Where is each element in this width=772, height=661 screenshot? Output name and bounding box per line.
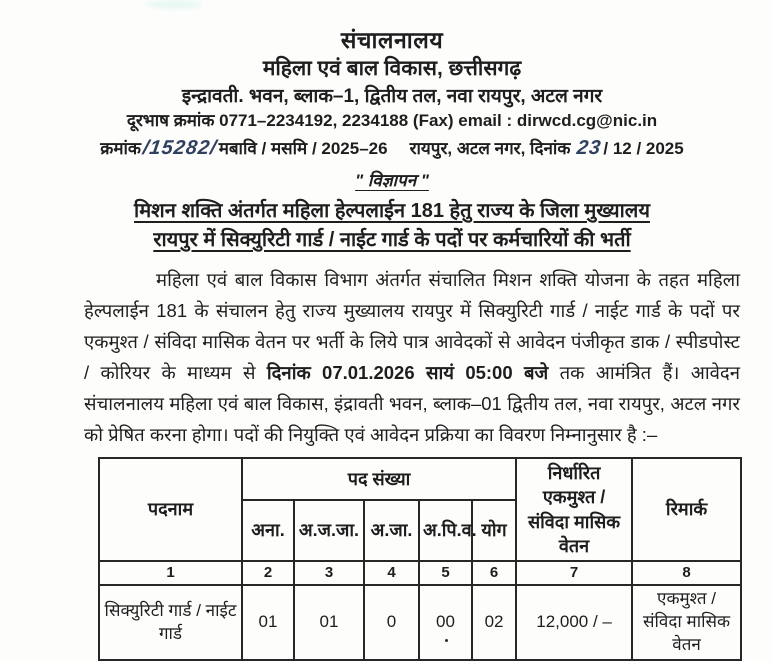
paragraph-part1: महिला एवं बाल विकास विभाग अंतर्गत संचालित मिशन शक्ति योजना के तहत महिला हेल्पलाईन 181 के संचालन हेतु राज्य मुख्यालय रायपुर में सिक्युरिटी गार्ड / नाईट गार्ड के पदों पर एकमुश्त / संविदा मासिक वेतन पर भर्ती के लिये पात्र आवेदकों से आवेदन पंजीकृत डाक / स्पीडपोस्ट / कोरियर के माध्यम से bbox=[84, 268, 740, 383]
col-header-general: अना. bbox=[242, 500, 294, 561]
col-header-total: योग bbox=[472, 500, 516, 561]
table-header-row-1 bbox=[99, 458, 741, 500]
notice-body-paragraph bbox=[84, 264, 740, 450]
contact-line: दूरभाष क्रमांक 0771–2234192, 2234188 (Fax) email : dirwcd.cg@nic.in bbox=[126, 110, 658, 130]
org-name: संचालनालय bbox=[340, 27, 444, 53]
cell-total-count: 02 bbox=[472, 585, 516, 660]
col-index-3: 3 bbox=[294, 561, 364, 585]
col-index-5: 5 bbox=[419, 561, 472, 585]
ref-prefix: क्रमांक bbox=[100, 138, 141, 158]
col-header-post-name: पदनाम bbox=[99, 458, 242, 561]
col-header-posts-group: पद संख्या bbox=[242, 458, 516, 500]
notice-title-line1: मिशन शक्ति अंतर्गत महिला हेल्पलाईन 181 हेतु राज्य के जिला मुख्यालय bbox=[134, 199, 650, 222]
place-date-prefix: रायपुर, अटल नगर, दिनांक bbox=[409, 138, 571, 158]
ref-suffix: मबावि / मसमि / 2025–26 bbox=[218, 138, 388, 158]
date-rest: / 12 / 2025 bbox=[603, 138, 684, 158]
col-header-st: अ.ज.जा. bbox=[294, 500, 364, 561]
col-index-6: 6 bbox=[472, 561, 516, 585]
cell-obc-count: 00 bbox=[419, 585, 472, 660]
col-index-7: 7 bbox=[516, 561, 632, 585]
notice-title-line2: रायपुर में सिक्युरिटी गार्ड / नाईट गार्ड के पदों पर कर्मचारियों की भर्ती bbox=[153, 228, 631, 251]
date-day-handwritten: 23 bbox=[575, 136, 603, 159]
col-header-obc: अ.पि.व. bbox=[419, 500, 472, 561]
col-index-8: 8 bbox=[632, 561, 741, 585]
vacancy-table bbox=[98, 457, 742, 661]
application-deadline: दिनांक 07.01.2026 सायं 05:00 बजे bbox=[266, 361, 549, 383]
col-index-2: 2 bbox=[242, 561, 294, 585]
paragraph-part2: तक आमंत्रित हैं। आवेदन संचालनालय महिला एवं बाल विकास, इंद्रावती भवन, ब्लाक–01 द्वितीय तल, नवा रायपुर, अटल नगर को प्रेषित करना होगा। पदों की नियुक्ति एवं आवेदन प्रक्रिया का विवरण निम्नानुसार है :– bbox=[84, 361, 741, 445]
col-index-1: 1 bbox=[99, 561, 242, 585]
notice-title bbox=[42, 197, 742, 255]
cell-post-name: सिक्युरिटी गार्ड / नाईट गार्ड bbox=[99, 585, 242, 660]
reference-and-date-line bbox=[42, 136, 742, 160]
table-row bbox=[99, 585, 741, 660]
scan-stray-dot bbox=[445, 639, 448, 642]
office-address: इन्द्रावती. भवन, ब्लाक–1, द्वितीय तल, नवा रायपुर, अटल नगर bbox=[181, 85, 603, 107]
document-header bbox=[42, 26, 742, 160]
cell-general-count: 01 bbox=[242, 585, 294, 660]
col-index-4: 4 bbox=[364, 561, 419, 585]
cell-st-count: 01 bbox=[294, 585, 364, 660]
ref-number-handwritten: /15282/ bbox=[141, 136, 219, 159]
notice-label: " विज्ञापन " bbox=[355, 170, 429, 190]
cell-remark: एकमुश्त / संविदा मासिक वेतन bbox=[632, 585, 741, 660]
cell-salary: 12,000 / – bbox=[516, 585, 632, 660]
department-name: महिला एवं बाल विकास, छत्तीसगढ़ bbox=[262, 57, 522, 81]
table-column-index-row bbox=[99, 561, 741, 585]
col-header-salary: निर्धारित एकमुश्त / संविदा मासिक वेतन bbox=[516, 458, 632, 561]
scan-artifact-smudge bbox=[146, 0, 202, 9]
col-header-sc: अ.जा. bbox=[364, 500, 419, 561]
col-header-remark: रिमार्क bbox=[632, 458, 741, 561]
cell-sc-count: 0 bbox=[364, 585, 419, 660]
